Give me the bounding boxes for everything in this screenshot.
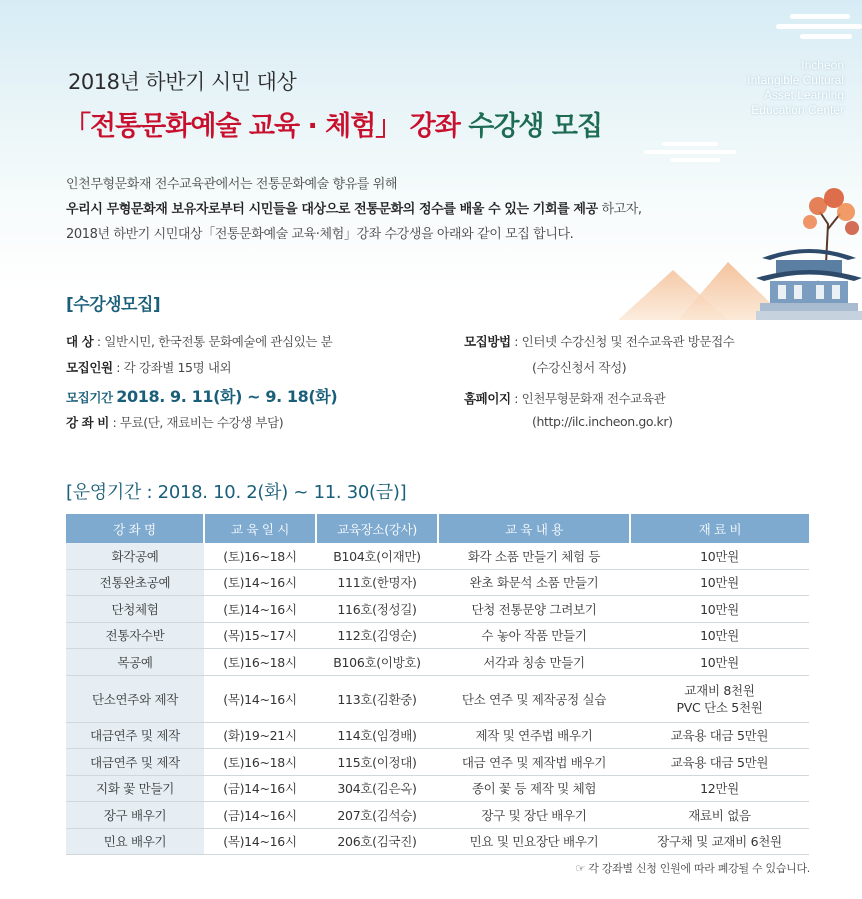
table-cell: (토)16~18시: [204, 749, 316, 776]
table-cell: 제작 및 연주법 배우기: [438, 722, 630, 749]
recruit-homepage-url: (http://ilc.incheon.go.kr): [532, 414, 673, 429]
recruit-fee: 강 좌 비 : 무료(단, 재료비는 수강생 부담): [66, 415, 284, 430]
table-row: [66, 749, 809, 776]
table-cell: 목공예: [66, 649, 204, 676]
recruit-target: 대 상 : 일반시민, 한국전통 문화예술에 관심있는 분: [66, 334, 333, 349]
table-cell: 교육용 대금 5만원: [630, 722, 809, 749]
table-row: [66, 802, 809, 829]
table-cell: (토)14~16시: [204, 569, 316, 596]
table-row: [66, 828, 809, 855]
table-cell: 112호(김영순): [316, 622, 438, 649]
table-cell: 민요 배우기: [66, 828, 204, 855]
center-brand-text: Incheon Intangible Cultural Asset Learning Education Center: [747, 58, 844, 117]
table-cell: 장구 배우기: [66, 802, 204, 829]
table-cell: 전통완초공예: [66, 569, 204, 596]
table-row: [66, 622, 809, 649]
table-cell: (목)15~17시: [204, 622, 316, 649]
recruit-heading: [수강생모집]: [66, 295, 161, 315]
col-time: 교 육 일 시: [204, 514, 316, 543]
table-cell: 장구채 및 교재비 6천원: [630, 828, 809, 855]
table-cell: 서각과 칭송 만들기: [438, 649, 630, 676]
title-part2: 수강생 모집: [468, 111, 603, 142]
table-cell: 114호(임경배): [316, 722, 438, 749]
table-cell: (화)19~21시: [204, 722, 316, 749]
table-cell: (목)14~16시: [204, 675, 316, 722]
table-row: [66, 569, 809, 596]
intro-text: [66, 172, 766, 247]
table-cell: 대금연주 및 제작: [66, 749, 204, 776]
cloud-icon: [770, 8, 862, 48]
table-cell: 단청 전통문양 그려보기: [438, 596, 630, 623]
table-cell: 단소연주와 제작: [66, 675, 204, 722]
schedule-heading: [운영기간 : 2018. 10. 2(화) ~ 11. 30(금)]: [66, 482, 407, 503]
table-cell: 111호(한명자): [316, 569, 438, 596]
table-cell: 장구 및 장단 배우기: [438, 802, 630, 829]
table-cell: 10만원: [630, 543, 809, 569]
table-cell: 207호(김석승): [316, 802, 438, 829]
table-row: [66, 775, 809, 802]
table-cell: B106호(이방호): [316, 649, 438, 676]
table-cell: 민요 및 민요장단 배우기: [438, 828, 630, 855]
table-cell: 304호(김은옥): [316, 775, 438, 802]
table-cell: (토)16~18시: [204, 649, 316, 676]
table-cell: 화각공예: [66, 543, 204, 569]
col-fee: 재 료 비: [630, 514, 809, 543]
recruit-homepage: 홈페이지 : 인천무형문화재 전수교육관: [464, 391, 666, 406]
table-cell: (금)14~16시: [204, 802, 316, 829]
recruit-method: 모집방법 : 인터넷 수강신청 및 전수교육관 방문접수: [464, 334, 735, 349]
recruit-period: 모집기간 2018. 9. 11(화) ~ 9. 18(화): [66, 387, 338, 406]
table-cell: 대금연주 및 제작: [66, 722, 204, 749]
table-row: [66, 722, 809, 749]
table-cell: 10만원: [630, 649, 809, 676]
recruit-method-sub: (수강신청서 작성): [532, 360, 627, 375]
table-row: [66, 596, 809, 623]
table-header-row: [66, 514, 809, 543]
table-cell: B104호(이재만): [316, 543, 438, 569]
intro-line2: 우리시 무형문화재 보유자로부터 시민들을 대상으로 전통문화의 정수를 배울 수 있는 기회를 제공 하고자,: [66, 202, 642, 217]
cloud-icon: [640, 138, 740, 168]
table-cell: 전통자수반: [66, 622, 204, 649]
table-cell: 대금 연주 및 제작법 배우기: [438, 749, 630, 776]
table-cell: 단소 연주 및 제작공정 실습: [438, 675, 630, 722]
table-cell: (목)14~16시: [204, 828, 316, 855]
table-row: [66, 675, 809, 722]
col-course: 강 좌 명: [66, 514, 204, 543]
subtitle: 2018년 하반기 시민 대상: [68, 70, 297, 94]
table-cell: 교육용 대금 5만원: [630, 749, 809, 776]
table-cell: 10만원: [630, 622, 809, 649]
table-cell: 10만원: [630, 596, 809, 623]
table-cell: 완초 화문석 소품 만들기: [438, 569, 630, 596]
table-body: [66, 543, 809, 855]
table-cell: 10만원: [630, 569, 809, 596]
table-cell: (토)14~16시: [204, 596, 316, 623]
table-row: [66, 543, 809, 569]
schedule-table: [66, 514, 809, 855]
title-part1: 「전통문화예술 교육 · 체험」 강좌: [64, 111, 460, 142]
intro-line1: 인천무형문화재 전수교육관에서는 전통문화예술 향유를 위해: [66, 177, 398, 192]
table-row: [66, 649, 809, 676]
table-cell: 종이 꽃 등 제작 및 체험: [438, 775, 630, 802]
table-cell: 수 놓아 작품 만들기: [438, 622, 630, 649]
table-cell: (금)14~16시: [204, 775, 316, 802]
table-cell: 12만원: [630, 775, 809, 802]
palace-icon: [756, 238, 862, 320]
table-cell: 116호(정성길): [316, 596, 438, 623]
table-cell: 화각 소품 만들기 체험 등: [438, 543, 630, 569]
table-cell: 단청체험: [66, 596, 204, 623]
table-cell: 113호(김환중): [316, 675, 438, 722]
table-cell: (토)16~18시: [204, 543, 316, 569]
col-room: 교육장소(강사): [316, 514, 438, 543]
intro-line3: 2018년 하반기 시민대상「전통문화예술 교육·체험」강좌 수강생을 아래와 같이 모집 합니다.: [66, 227, 574, 242]
table-cell: 115호(이정대): [316, 749, 438, 776]
col-content: 교 육 내 용: [438, 514, 630, 543]
table-cell: 206호(김국진): [316, 828, 438, 855]
table-cell: 지화 꽃 만들기: [66, 775, 204, 802]
table-cell: 교재비 8천원 PVC 단소 5천원: [630, 675, 809, 722]
recruit-count: 모집인원 : 각 강좌별 15명 내외: [66, 360, 232, 375]
table-cell: 재료비 없음: [630, 802, 809, 829]
cancellation-note: ☞ 각 강좌별 신청 인원에 따라 폐강될 수 있습니다.: [575, 862, 810, 875]
page-title: [64, 104, 602, 143]
